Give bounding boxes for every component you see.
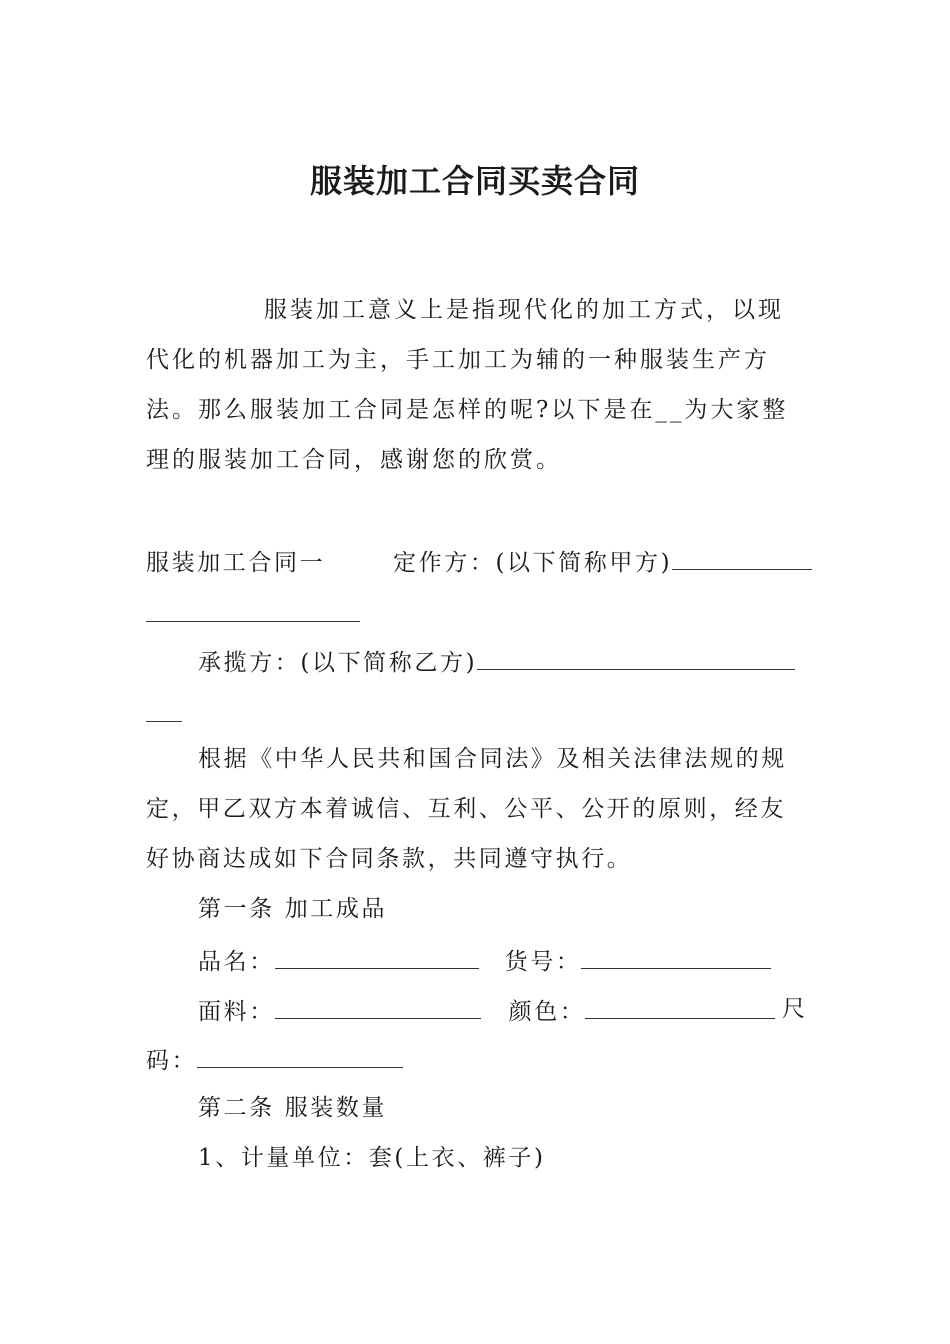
size-line: [146, 1043, 403, 1076]
intro-paragraph: 服装加工意义上是指现代化的加工方式，以现代化的机器加工为主，手工加工为辅的一种服装生产方法。那么服装加工合同是怎样的呢?以下是在__为大家整理的服装加工合同，感谢您的欣赏。: [146, 297, 789, 473]
party-a-label: 定作方：(以下简称甲方): [393, 550, 673, 576]
color-label: 颜色：: [508, 999, 586, 1025]
product-line: [198, 944, 771, 977]
article-1-heading: 第一条 加工成品: [198, 896, 388, 922]
fabric-blank: [275, 994, 481, 1019]
contract-heading: 服装加工合同一: [146, 550, 326, 576]
product-name-blank: [275, 944, 479, 969]
party-a-blank-2: [146, 597, 360, 622]
item-no-label: 货号：: [504, 949, 582, 975]
party-a-blank: [672, 545, 812, 570]
party-b-blank-cont: [146, 697, 182, 730]
party-b-blank-2: [146, 697, 182, 722]
unit-line: 1、计量单位：套(上衣、裤子): [198, 1145, 546, 1171]
article-2-heading: 第二条 服装数量: [198, 1095, 388, 1121]
party-b-line: [198, 645, 795, 678]
document-title: 服装加工合同买卖合同: [309, 162, 640, 200]
size-label-2: 码：: [146, 1048, 198, 1074]
party-b-blank: [477, 645, 795, 670]
color-blank: [585, 994, 775, 1019]
fabric-line: [198, 994, 775, 1027]
party-a-blank-cont: [146, 597, 360, 630]
contract-heading-line: [146, 545, 812, 578]
fabric-label: 面料：: [198, 999, 275, 1025]
item-no-blank: [581, 944, 771, 969]
party-b-label: 承揽方：(以下简称乙方): [198, 650, 478, 676]
size-blank: [197, 1043, 403, 1068]
basis-paragraph: 根据《中华人民共和国合同法》及相关法律法规的规定，甲乙双方本着诚信、互利、公平、公开的原则，经友好协商达成如下合同条款，共同遵守执行。: [146, 746, 787, 872]
size-label-1: 尺: [782, 996, 808, 1022]
product-name-label: 品名：: [198, 949, 275, 975]
